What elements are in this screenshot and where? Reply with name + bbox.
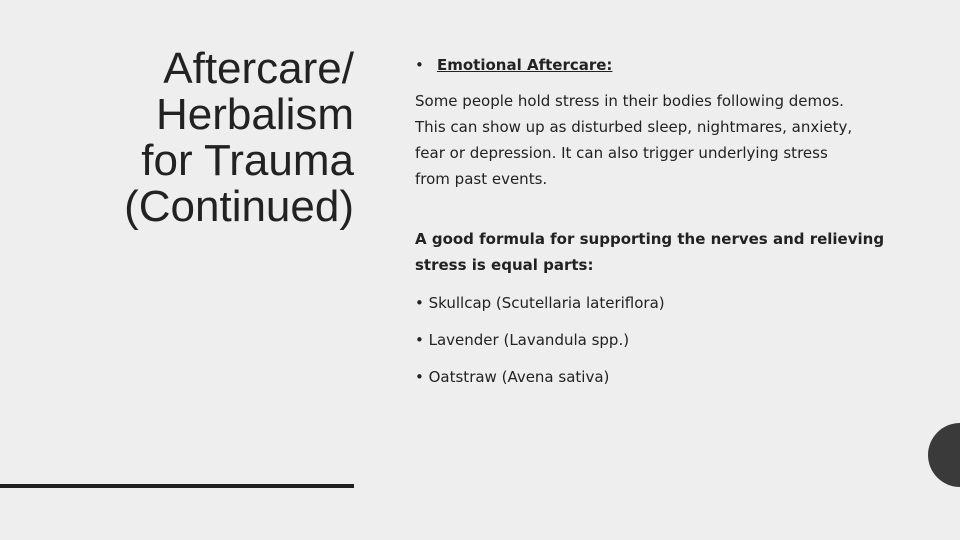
paragraph-line: This can show up as disturbed sleep, nightmares, anxiety, (415, 118, 853, 136)
title-line: for Trauma (141, 136, 354, 185)
title-line: (Continued) (124, 182, 354, 231)
herb-list-item: • Lavender (Lavandula spp.) (415, 331, 630, 349)
title-underline-rule (0, 484, 354, 488)
paragraph-line: Some people hold stress in their bodies following demos. (415, 92, 844, 110)
slide-title (60, 46, 354, 230)
title-line: Herbalism (155, 90, 354, 139)
section-heading (415, 52, 915, 78)
decorative-corner-circle (928, 423, 960, 487)
formula-paragraph (415, 226, 915, 278)
title-line: Aftercare/ (163, 44, 354, 93)
description-paragraph (415, 88, 915, 192)
bullet-icon: • (415, 56, 424, 74)
herb-list-item: • Skullcap (Scutellaria lateriflora) (415, 294, 665, 312)
paragraph-line: from past events. (415, 170, 548, 188)
heading-text: Emotional Aftercare: (437, 56, 613, 74)
herb-list-item: • Oatstraw (Avena sativa) (415, 368, 610, 386)
formula-line: A good formula for supporting the nerves and relieving (415, 230, 885, 248)
formula-line: stress is equal parts: (415, 256, 594, 274)
paragraph-line: fear or depression. It can also trigger underlying stress (415, 144, 828, 162)
slide-content (415, 52, 915, 401)
